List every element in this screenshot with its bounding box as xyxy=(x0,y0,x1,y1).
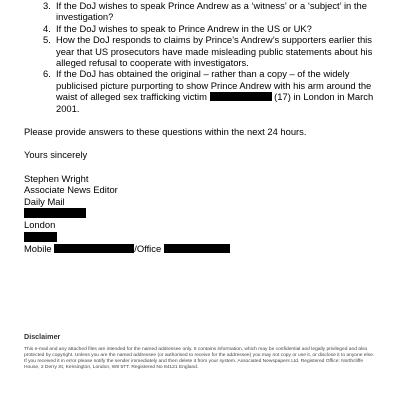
signature-org: Daily Mail xyxy=(24,195,65,207)
closing-text: Yours sincerely xyxy=(24,149,88,161)
signature-block xyxy=(24,173,376,254)
redaction-bar xyxy=(24,208,86,218)
request-text: Please provide answers to these questions within the next 24 hours. xyxy=(24,126,307,138)
contact-line xyxy=(24,243,376,254)
question-number: 5. xyxy=(43,34,51,46)
disclaimer-title: Disclaimer xyxy=(24,332,61,341)
letter-body xyxy=(24,0,376,254)
question-number: 6. xyxy=(43,68,51,80)
redaction-bar xyxy=(210,92,272,101)
question-text-after: (17) in London in March 2001. xyxy=(56,91,374,114)
question-text-before: If the DoJ has obtained the original – rather than a copy – of the widely publicised picture purporting to show Prince Andrew with his arm around the waist of alleged sex trafficking victim xyxy=(56,68,372,103)
redaction-bar xyxy=(24,232,57,242)
signature-city: London xyxy=(24,219,56,231)
question-number: 4. xyxy=(43,22,51,34)
redaction-bar xyxy=(164,244,230,253)
question-item xyxy=(43,68,376,114)
question-text: If the DoJ wishes to speak Prince Andrew as a ‘witness’ or a ‘subject’ in the investigation? xyxy=(56,0,367,23)
signature-role: Associate News Editor xyxy=(24,184,118,196)
disclaimer-section xyxy=(24,332,376,371)
office-label: /Office xyxy=(134,242,162,254)
redaction-bar xyxy=(54,244,134,253)
question-number: 3. xyxy=(43,0,51,11)
question-item xyxy=(43,34,376,69)
question-item xyxy=(43,22,376,34)
question-list xyxy=(24,0,376,114)
question-item xyxy=(43,0,376,23)
question-text: If the DoJ wishes to speak to Prince Andrew in the US or UK? xyxy=(56,22,312,34)
signature-name: Stephen Wright xyxy=(24,172,89,184)
disclaimer-text: This e-mail and any attached files are intended for the named addressee only. It contains information, which may be confidential and legally privileged and also protected by copyright. Unless you are the named addressee (or authorised to receive for the addressee) you may not copy or use it, or disclose it to anyone else. If you received it in error please notify the sender immediately and then delete it from your system. Associated Newspapers Ltd. Registered Office: Northcliffe House, 2 Derry St, Kensington, London, W8 5TT. Registered No 84121 England. xyxy=(24,347,375,371)
mobile-label: Mobile xyxy=(24,242,52,254)
question-text: How the DoJ responds to claims by Prince’s Andrew’s supporters earlier this year that US prosecutors have made misleading public statements about his alleged refusal to cooperate with investigators. xyxy=(56,34,373,69)
